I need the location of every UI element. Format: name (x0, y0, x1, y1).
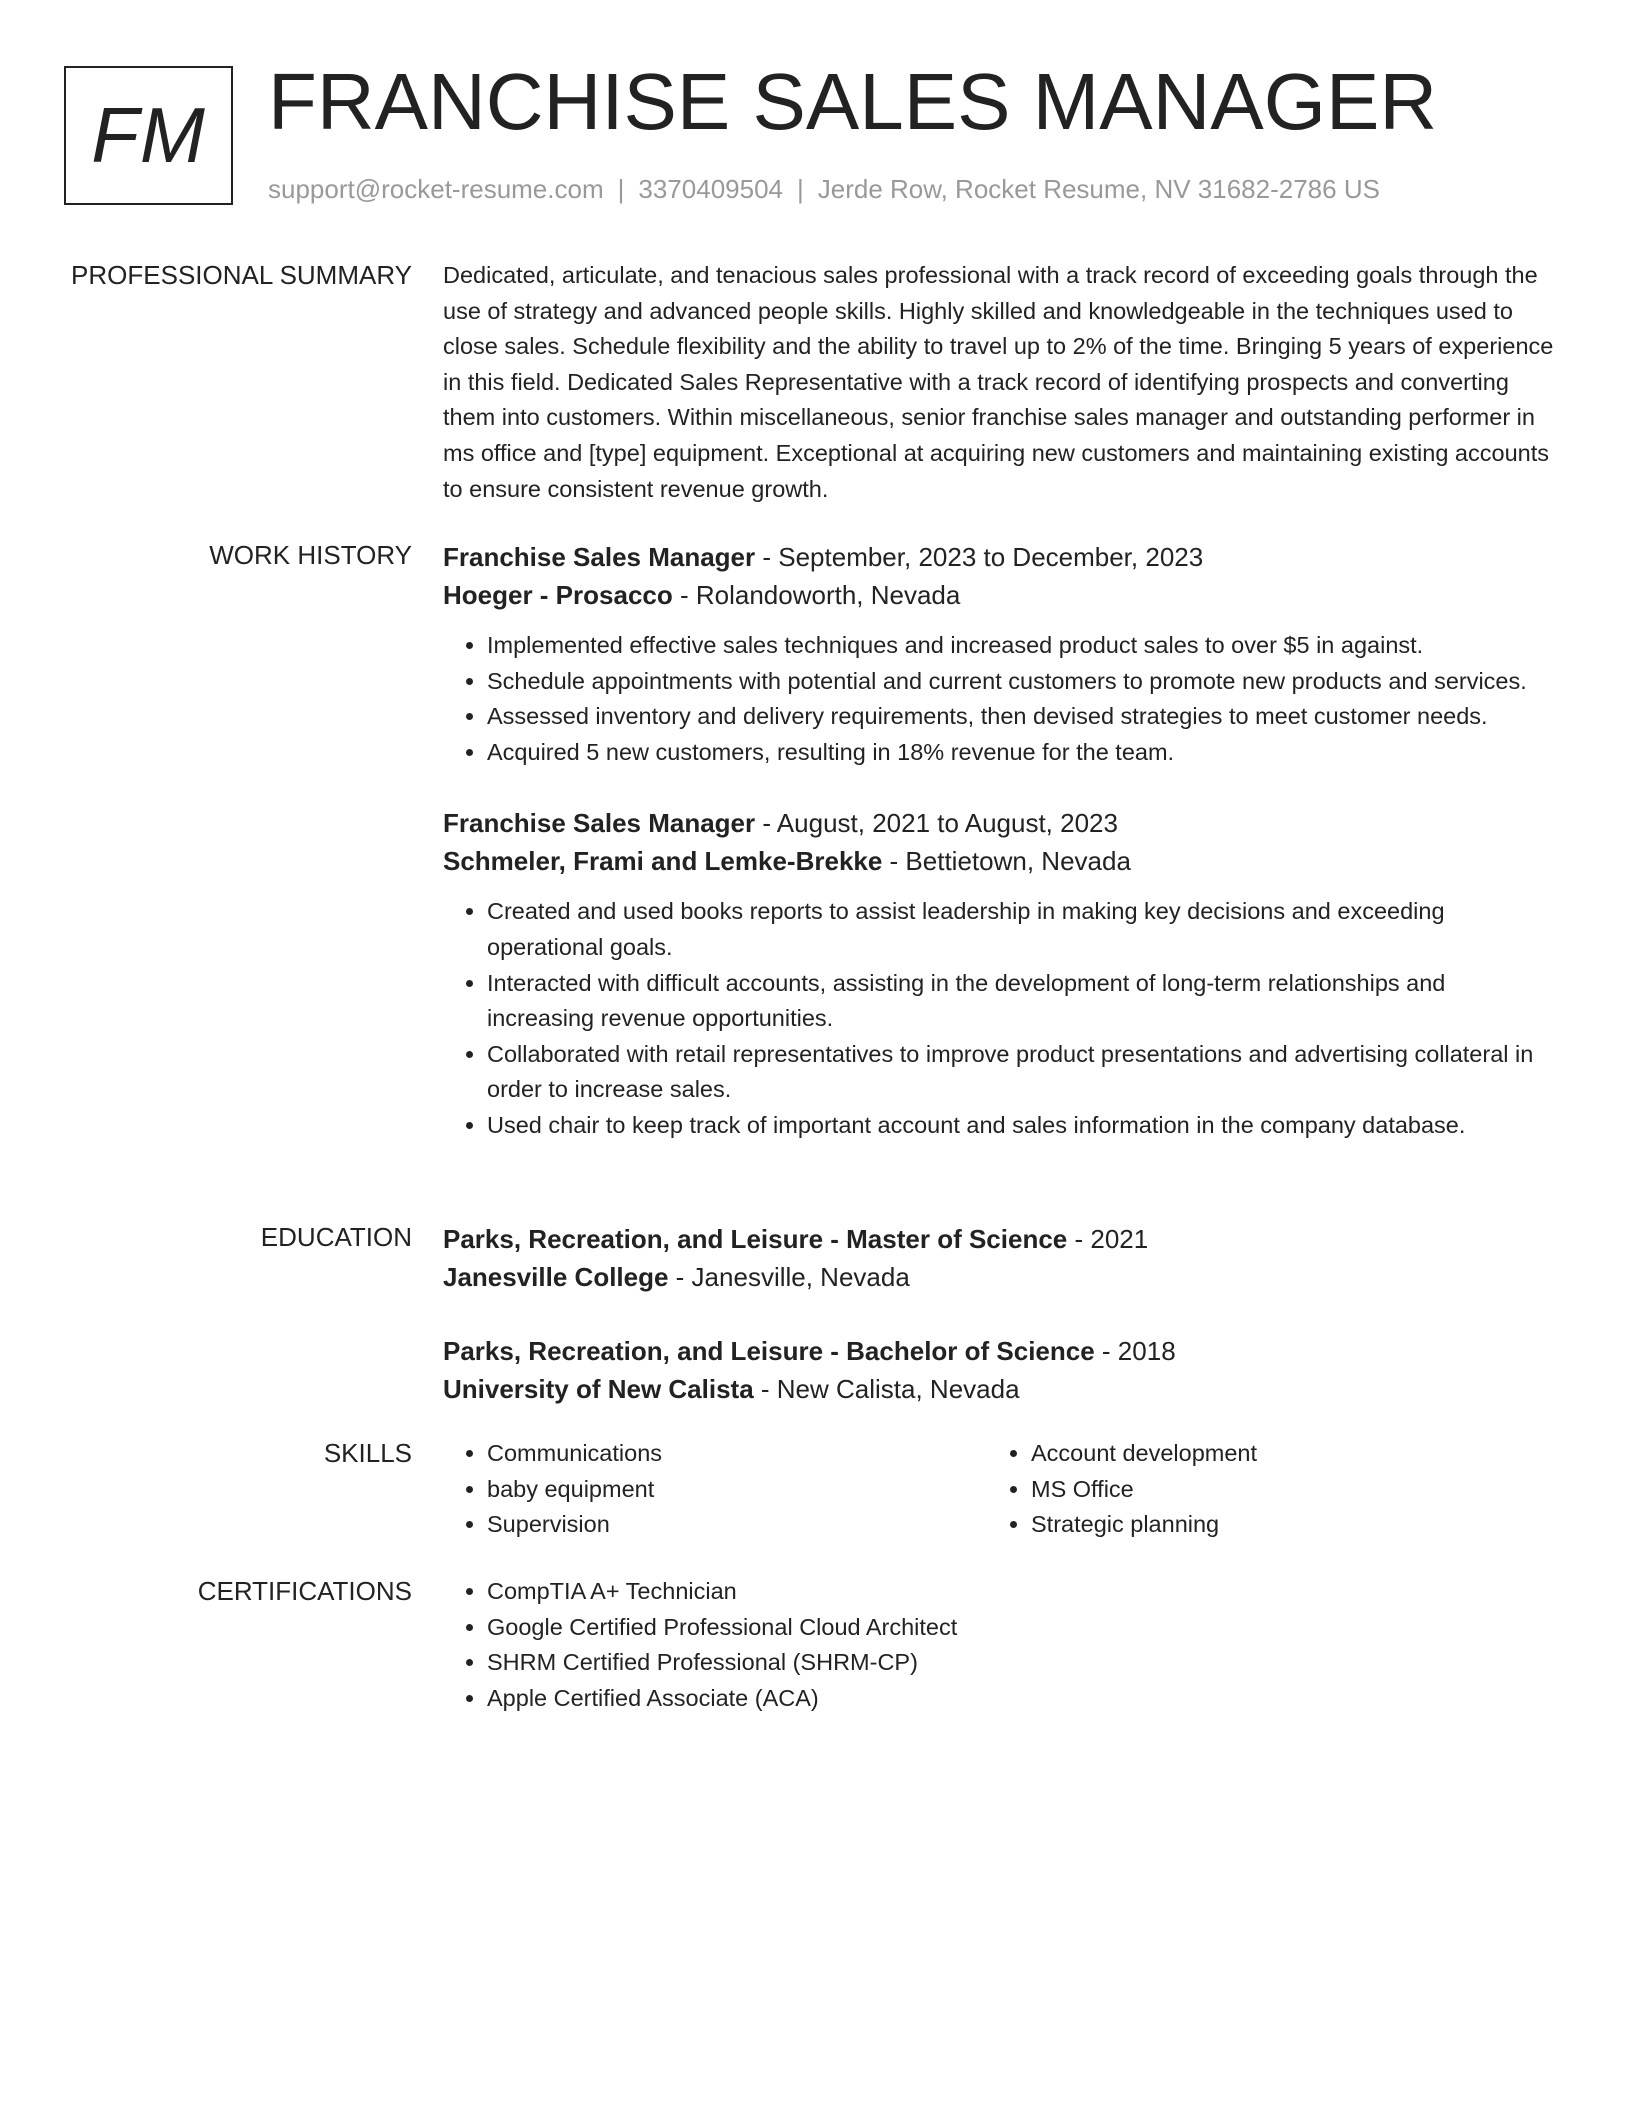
job-bullet: • Created and used books reports to assist leadership in making key decisions and exceeding operational goals. (487, 894, 1558, 965)
skill-item: • Communications (487, 1436, 987, 1472)
certifications-body (443, 1574, 1558, 1716)
job-title: Franchise Sales Manager (443, 808, 756, 839)
education-entry (443, 1220, 1558, 1296)
certifications-grid (443, 1574, 1558, 1716)
job-bullet: • Acquired 5 new customers, resulting in 18% revenue for the team. (487, 735, 1558, 771)
job-bullet: • Assessed inventory and delivery requirements, then devised strategies to meet customer needs. (487, 699, 1558, 735)
school-line (443, 1370, 1558, 1408)
education-body (443, 1220, 1558, 1408)
job-bullet: • Implemented effective sales techniques and increased product sales to over $5 in against. (487, 628, 1558, 664)
certification-item: • CompTIA A+ Technician (487, 1574, 1387, 1610)
job-company-line (443, 842, 1558, 880)
school: Janesville College (443, 1262, 669, 1292)
job-title: Franchise Sales Manager (443, 542, 756, 572)
certification-item: • SHRM Certified Professional (SHRM-CP) (487, 1645, 1387, 1681)
skills-column-right (987, 1436, 1531, 1543)
contact-separator: | (617, 174, 625, 204)
certification-item: • Apple Certified Associate (ACA) (487, 1681, 1387, 1717)
degree-line (443, 1332, 1558, 1370)
job-location: - Rolandoworth, Nevada (672, 580, 961, 610)
summary-text: Dedicated, articulate, and tenacious sales professional with a track record of exceeding goals through the use of strategy and advanced people skills. Highly skilled and knowledgeable in the techniques used to close sales. Schedule flexibility and the ability to travel up to 2% of the time. Bringing 5 years of experience in this field. Dedicated Sales Representative with a track record of identifying prospects and converting them into customers. Within miscellaneous, senior franchise sales manager and outstanding performer in ms office and [type] equipment. Exceptional at acquiring new customers and maintaining existing accounts to ensure consistent revenue growth. (443, 262, 1554, 502)
skills-body (443, 1436, 1558, 1543)
monogram-badge (64, 66, 233, 205)
contact-phone[interactable]: 3370409504 (638, 174, 783, 204)
contact-email[interactable]: support@rocket-resume.com (268, 174, 604, 204)
certification-item: • Google Certified Professional Cloud Architect (487, 1610, 1387, 1646)
job-title-line (443, 804, 1558, 842)
skill-item: • Strategic planning (1031, 1507, 1531, 1543)
school: University of New Calista (443, 1374, 754, 1404)
skills-grid (443, 1436, 1558, 1543)
summary-body (443, 258, 1558, 507)
section-label-education: EDUCATION (260, 1222, 412, 1252)
resume-title: FRANCHISE SALES MANAGER (268, 57, 1438, 146)
skill-item: • Supervision (487, 1507, 987, 1543)
section-label-skills: SKILLS (323, 1438, 412, 1468)
job-company: Schmeler, Frami and Lemke-Brekke (443, 846, 883, 877)
school-line (443, 1258, 1558, 1296)
education-entry (443, 1332, 1558, 1408)
skill-item: • baby equipment (487, 1472, 987, 1508)
job-entry (443, 804, 1558, 1143)
job-company: Hoeger - Prosacco (443, 580, 673, 610)
section-label-certifications: CERTIFICATIONS (197, 1576, 412, 1606)
school-location: - New Calista, Nevada (753, 1374, 1020, 1404)
skill-item: • Account development (1031, 1436, 1531, 1472)
school-location: - Janesville, Nevada (668, 1262, 910, 1292)
job-location: - Bettietown, Nevada (882, 846, 1131, 877)
degree: Parks, Recreation, and Leisure - Bachelor of Science (443, 1336, 1095, 1366)
job-bullets (443, 628, 1558, 770)
degree-year: - 2018 (1094, 1336, 1176, 1366)
work-body (443, 538, 1558, 1144)
job-dates: - August, 2021 to August, 2023 (755, 808, 1118, 839)
job-bullet: • Used chair to keep track of important account and sales information in the company database. (487, 1108, 1558, 1144)
contact-address: Jerde Row, Rocket Resume, NV 31682-2786 US (817, 174, 1380, 204)
contact-line (268, 172, 1380, 206)
certifications-list (443, 1574, 1387, 1716)
degree-year: - 2021 (1067, 1224, 1149, 1254)
job-bullet: • Schedule appointments with potential and current customers to promote new products and services. (487, 664, 1558, 700)
job-entry (443, 538, 1558, 770)
job-bullet: • Collaborated with retail representatives to improve product presentations and advertising collateral in order to increase sales. (487, 1037, 1558, 1108)
skills-column-left (443, 1436, 987, 1543)
job-dates: - September, 2023 to December, 2023 (755, 542, 1204, 572)
contact-separator: | (797, 174, 804, 204)
degree: Parks, Recreation, and Leisure - Master of Science (443, 1224, 1068, 1254)
job-bullets (443, 894, 1558, 1143)
job-company-line (443, 576, 1558, 614)
skill-item: • MS Office (1031, 1472, 1531, 1508)
job-bullet: • Interacted with difficult accounts, assisting in the development of long-term relationships and increasing revenue opportunities. (487, 966, 1558, 1037)
section-label-summary: PROFESSIONAL SUMMARY (71, 260, 412, 290)
job-title-line (443, 538, 1558, 576)
degree-line (443, 1220, 1558, 1258)
monogram-text: FM (91, 91, 206, 179)
section-label-work: WORK HISTORY (209, 540, 412, 570)
